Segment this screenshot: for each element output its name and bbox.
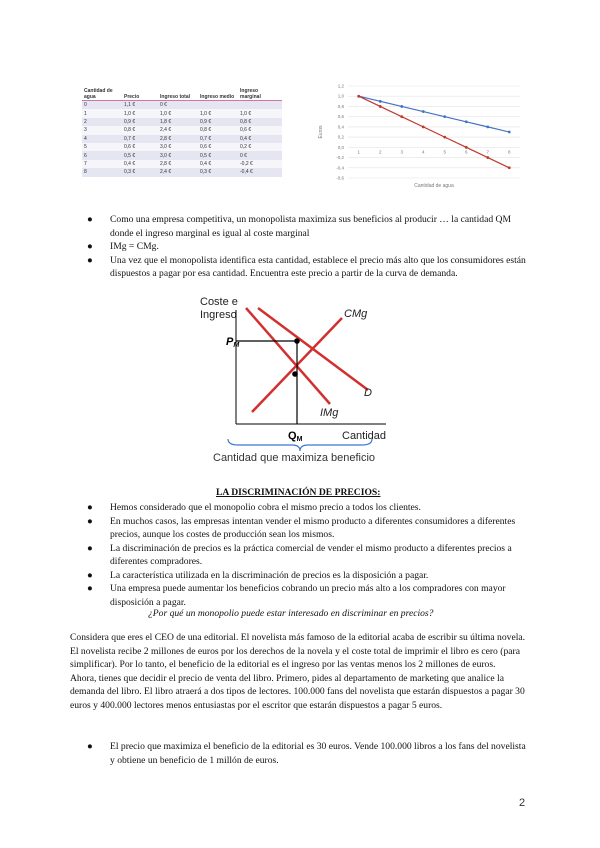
- intersection-point: [292, 371, 298, 377]
- table-row: [82, 101, 282, 110]
- list-item: [87, 569, 529, 583]
- y-tick-label: 0,2: [337, 134, 344, 140]
- table-cell: 0 €: [158, 101, 198, 110]
- table-cell: 1,0 €: [122, 109, 158, 117]
- x-axis-label: Cantidad: [342, 430, 387, 442]
- bullet-dot: ●: [87, 515, 93, 527]
- list-item: [87, 740, 529, 767]
- y-axis-label: Euros: [318, 125, 324, 139]
- bullet-dot: ●: [87, 214, 93, 225]
- table-cell: 0 €: [238, 151, 282, 159]
- bullet-dot: ●: [87, 583, 93, 594]
- table-cell: 2,4 €: [158, 168, 198, 176]
- bullet-dot: ●: [87, 542, 93, 554]
- table-header-row: [82, 78, 282, 101]
- table-header: Precio: [122, 78, 158, 101]
- table-cell: 1,0 €: [198, 109, 238, 117]
- table-cell: 3,0 €: [158, 151, 198, 159]
- bullet-text: En muchos casos, las empresas intentan vender el mismo producto a diferentes consumidores a diferentes precios, aunque los costes de producción sean los mismos.: [110, 515, 516, 540]
- data-point: [357, 95, 360, 98]
- data-point: [379, 105, 382, 108]
- table-cell: 0,3 €: [122, 168, 158, 176]
- table-cell: 0: [82, 101, 122, 110]
- bullet-list-answer: [87, 740, 529, 767]
- table-cell: 0,7 €: [198, 135, 238, 143]
- quantity-label-main: Q: [288, 430, 297, 442]
- table-row: [82, 160, 282, 168]
- case-text: [70, 631, 530, 712]
- table-row: [82, 118, 282, 126]
- table-cell: 3: [82, 126, 122, 134]
- data-point: [443, 136, 446, 139]
- data-point: [443, 115, 446, 118]
- bullet-text: Una empresa puede aumentar los beneficios cobrando un precio más alto a los compradores con mayor disposición a pagar.: [110, 583, 506, 608]
- table-cell: 1,0 €: [158, 109, 198, 117]
- table-cell: 2,8 €: [158, 160, 198, 168]
- table-cell: 1,0 €: [238, 109, 282, 117]
- y-tick-label: 0,6: [337, 114, 344, 120]
- bullet-text: Hemos considerado que el monopolio cobra el mismo precio a todos los clientes.: [110, 502, 421, 513]
- cmg-label: CMg: [344, 308, 368, 320]
- table-cell: 3,0 €: [158, 143, 198, 151]
- table-row: [82, 135, 282, 143]
- revenue-line-chart: [308, 76, 530, 192]
- table-cell: 1: [82, 109, 122, 117]
- page-number: 2: [519, 797, 526, 809]
- list-item: [87, 240, 527, 254]
- x-tick-label: 3: [400, 149, 404, 155]
- y-tick-label: -0,6: [336, 175, 344, 181]
- table-cell: 0,8 €: [198, 126, 238, 134]
- table-cell: 0,8 €: [238, 118, 282, 126]
- x-tick-label: 4: [421, 149, 425, 155]
- table-header: Ingreso marginal: [238, 78, 282, 101]
- bullet-dot: ●: [87, 502, 93, 513]
- list-item: [87, 515, 529, 542]
- list-item: [87, 213, 527, 240]
- data-point: [486, 156, 489, 159]
- brace: [226, 438, 374, 452]
- table-cell: 8: [82, 168, 122, 176]
- table-cell: 0,6 €: [198, 143, 238, 151]
- table-cell: 0,8 €: [122, 126, 158, 134]
- x-tick-label: 7: [486, 149, 490, 155]
- list-item: [87, 542, 529, 569]
- table-cell: 4: [82, 135, 122, 143]
- marginal-revenue-curve: [246, 308, 330, 404]
- data-point: [486, 125, 489, 128]
- bullet-text: IMg = CMg.: [110, 241, 159, 252]
- y-tick-label: 0,0: [337, 144, 344, 150]
- y-tick-label: 1,0: [337, 93, 344, 99]
- paragraph: Ahora, tienes que decidir el precio de venta del libro. Primero, pides al departamento de marketing que analice la demanda del libro. El libro atraerá a dos tipos de lectores. 100.000 fans del novelista que estarán dispuestos a pagar 30 euros y 400.000 lectores menos entusiastas por el escritor que estarán dispuestos a pagar 5 euros.: [70, 672, 525, 711]
- table-cell: 1,8 €: [158, 118, 198, 126]
- data-point: [379, 100, 382, 103]
- y-tick-label: 0,8: [337, 103, 344, 109]
- table-cell: 0,6 €: [238, 126, 282, 134]
- y-tick-label: 0,4: [337, 124, 344, 130]
- table-header: Cantidad de agua: [82, 78, 122, 101]
- price-label-main: P: [226, 336, 234, 348]
- question: ¿Por qué un monopolio puede estar interesado en discriminar en precios?: [148, 608, 434, 619]
- price-point: [294, 338, 300, 344]
- table-header: Ingreso total: [158, 78, 198, 101]
- price-label: [226, 336, 239, 349]
- quantity-label-sub: M: [296, 436, 303, 442]
- x-tick-label: 6: [464, 149, 468, 155]
- table-row: [82, 109, 282, 117]
- data-point: [400, 115, 403, 118]
- price-label-sub: M: [233, 342, 240, 349]
- bullet-text: La característica utilizada en la discriminación de precios es la disposición a pagar.: [110, 569, 429, 581]
- bullet-list-discrimination: [87, 501, 529, 609]
- table-cell: 0,4 €: [122, 160, 158, 168]
- x-tick-label: 8: [507, 149, 511, 155]
- table-cell: -0,2 €: [238, 160, 282, 168]
- table-cell: 2,4 €: [158, 126, 198, 134]
- axis-label-y1: Coste e: [200, 296, 238, 308]
- y-tick-label: -0,4: [336, 165, 344, 171]
- table-cell: 0,4 €: [198, 160, 238, 168]
- data-point: [465, 146, 468, 149]
- table-cell: 1,1 €: [122, 101, 158, 110]
- bullet-dot: ●: [87, 741, 93, 752]
- x-tick-label: 2: [378, 149, 382, 155]
- table-cell: 0,5 €: [198, 151, 238, 159]
- y-tick-label: -0,2: [336, 155, 344, 161]
- table-cell: 0,7 €: [122, 135, 158, 143]
- monopoly-diagram: [196, 290, 416, 442]
- bullet-dot: ●: [87, 241, 93, 252]
- table-cell: 2: [82, 118, 122, 126]
- table-cell: 0,5 €: [122, 151, 158, 159]
- table-cell: 0,2 €: [238, 143, 282, 151]
- bullet-text: La discriminación de precios es la práctica comercial de vender el mismo producto a diferentes precios a diferentes compradores.: [110, 542, 512, 567]
- brace-caption: Cantidad que maximiza beneficio: [213, 452, 376, 464]
- table-cell: 0,3 €: [198, 168, 238, 176]
- table-row: [82, 143, 282, 151]
- demand-label: D: [364, 387, 372, 399]
- table-cell: [198, 101, 238, 110]
- paragraph: Considera que eres el CEO de una editorial. El novelista más famoso de la editorial acaba de escribir su última novela. El novelista recibe 2 millones de euros por los derechos de la novela y el coste total de imprimir el libro es cero (para simplificar). Por lo tanto, el beneficio de la editorial es el ingreso por las ventas menos los 2 millones de euros.: [70, 632, 526, 670]
- table-header: Ingreso medio: [198, 78, 238, 101]
- bullet-dot: ●: [87, 569, 93, 581]
- table-cell: 7: [82, 160, 122, 168]
- table-cell: 0,9 €: [122, 118, 158, 126]
- table-cell: [238, 101, 282, 110]
- data-point: [400, 105, 403, 108]
- table-row: [82, 168, 282, 176]
- table-cell: 2,8 €: [158, 135, 198, 143]
- data-point: [508, 131, 511, 134]
- x-axis-label: Cantidad de agua: [414, 183, 454, 189]
- y-tick-label: 1,2: [337, 83, 344, 89]
- bullet-text: Una vez que el monopolista identifica esta cantidad, establece el precio más alto que los consumidores están dispuestos a pagar por esa cantidad. Encuentra este precio a partir de la curva de demanda.: [110, 254, 526, 279]
- x-tick-label: 1: [357, 149, 361, 155]
- list-item: [87, 501, 529, 515]
- data-point: [422, 125, 425, 128]
- table-cell: 6: [82, 151, 122, 159]
- axis-label-y2: Ingreso: [200, 309, 237, 321]
- table-cell: 0,6 €: [122, 143, 158, 151]
- list-item: [87, 254, 527, 281]
- bullet-text: Como una empresa competitiva, un monopolista maximiza sus beneficios al producir … la cantidad QM donde el ingreso marginal es igual al coste marginal: [110, 214, 511, 239]
- list-item: [87, 582, 529, 609]
- bullet-text: El precio que maximiza el beneficio de la editorial es 30 euros. Vende 100.000 libros a los fans del novelista y obtiene un beneficio de 1 millón de euros.: [110, 741, 526, 766]
- table-row: [82, 151, 282, 159]
- table-row: [82, 126, 282, 134]
- x-tick-label: 5: [443, 149, 447, 155]
- table-cell: 0,4 €: [238, 135, 282, 143]
- table-cell: 0,9 €: [198, 118, 238, 126]
- revenue-table: [82, 78, 282, 176]
- data-point: [508, 166, 511, 169]
- section-title: LA DISCRIMINACIÓN DE PRECIOS:: [216, 487, 381, 498]
- data-point: [465, 120, 468, 123]
- bullet-dot: ●: [87, 254, 93, 266]
- data-point: [422, 110, 425, 113]
- table-cell: 5: [82, 143, 122, 151]
- img-label: IMg: [320, 407, 339, 419]
- table-cell: -0,4 €: [238, 168, 282, 176]
- bullet-list-monopoly: [87, 213, 527, 281]
